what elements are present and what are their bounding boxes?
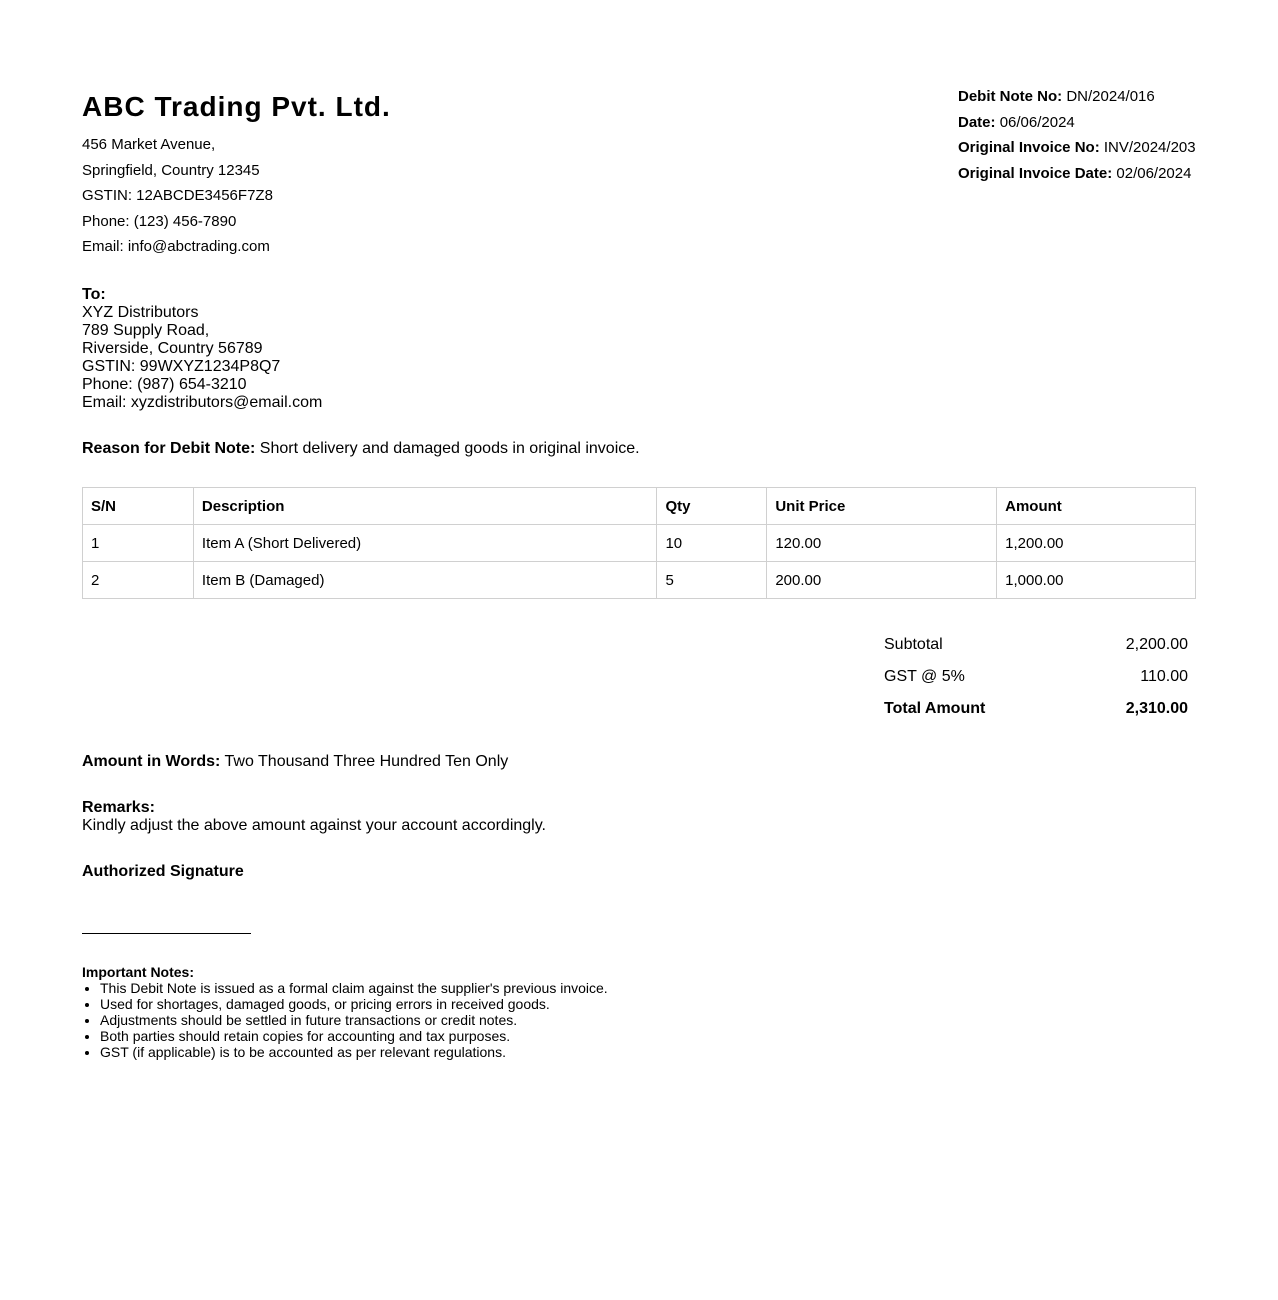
debit-note-page	[82, 0, 1196, 1300]
recipient-name: XYZ Distributors	[82, 304, 199, 321]
company-email: Email: info@abctrading.com	[82, 238, 270, 255]
table-row	[83, 525, 1196, 562]
column-header-amount: Amount	[997, 488, 1196, 525]
recipient-to-label: To:	[82, 286, 106, 303]
company-name: ABC Trading Pvt. Ltd.	[82, 91, 391, 122]
gst-value: 110.00	[1140, 668, 1188, 685]
company-address-line2: Springfield, Country 12345	[82, 161, 260, 179]
recipient-gstin: GSTIN: 99WXYZ1234P8Q7	[82, 358, 281, 375]
total-amount-row	[878, 693, 1196, 725]
gst-label: GST @ 5%	[884, 668, 965, 685]
debit-note-date-label: Date:	[958, 113, 996, 131]
cell-sn: 1	[83, 525, 194, 562]
amount-in-words	[82, 753, 508, 771]
cell-qty: 10	[657, 525, 767, 562]
original-invoice-date	[958, 163, 1196, 189]
original-invoice-date-value: 02/06/2024	[1116, 165, 1192, 183]
debit-reason-text: Short delivery and damaged goods in original invoice.	[259, 440, 640, 457]
recipient-phone: Phone: (987) 654-3210	[82, 376, 247, 393]
amount-in-words-text: Two Thousand Three Hundred Ten Only	[224, 753, 509, 770]
company-address-line1: 456 Market Avenue,	[82, 136, 216, 153]
table-row	[83, 562, 1196, 599]
gst-row	[878, 661, 1196, 693]
cell-amount: 1,200.00	[997, 525, 1196, 562]
recipient-email: Email: xyzdistributors@email.com	[82, 394, 323, 411]
recipient-address-line1: 789 Supply Road,	[82, 322, 210, 339]
total-amount-label: Total Amount	[884, 700, 986, 717]
cell-unit-price: 200.00	[767, 562, 997, 599]
list-item: • Used for shortages, damaged goods, or pricing errors in received goods.	[100, 996, 608, 1012]
column-header-sn: S/N	[83, 488, 194, 525]
list-item: • Adjustments should be settled in future transactions or credit notes.	[100, 1012, 608, 1028]
original-invoice-number-value: INV/2024/203	[1103, 139, 1196, 157]
important-notes-list	[82, 980, 608, 1060]
total-amount-value: 2,310.00	[1125, 700, 1188, 717]
company-details	[82, 134, 273, 262]
subtotal-row	[878, 629, 1196, 661]
list-item: • This Debit Note is issued as a formal claim against the supplier's previous invoice.	[100, 980, 608, 996]
cell-qty: 5	[657, 562, 767, 599]
debit-note-date	[958, 112, 1196, 138]
important-notes	[82, 964, 608, 1060]
items-table-header-row	[83, 488, 1196, 525]
authorized-signature-label: Authorized Signature	[82, 863, 244, 880]
cell-description: Item A (Short Delivered)	[193, 525, 657, 562]
debit-note-number	[958, 86, 1196, 112]
cell-description: Item B (Damaged)	[193, 562, 657, 599]
subtotal-label: Subtotal	[884, 636, 943, 653]
recipient-address-line2: Riverside, Country 56789	[82, 340, 263, 357]
column-header-description: Description	[193, 488, 657, 525]
totals-table	[878, 629, 1196, 725]
original-invoice-date-label: Original Invoice Date:	[958, 165, 1113, 183]
amount-in-words-label: Amount in Words:	[82, 753, 221, 770]
company-phone: Phone: (123) 456-7890	[82, 212, 237, 230]
remarks-label: Remarks:	[82, 799, 155, 816]
company-gstin: GSTIN: 12ABCDE3456F7Z8	[82, 187, 273, 204]
important-notes-heading: Important Notes:	[82, 964, 194, 980]
debit-note-number-value: DN/2024/016	[1066, 88, 1155, 105]
debit-reason-label: Reason for Debit Note:	[82, 440, 256, 457]
signature-line	[82, 933, 251, 934]
original-invoice-number-label: Original Invoice No:	[958, 139, 1100, 157]
list-item: • GST (if applicable) is to be accounted as per relevant regulations.	[100, 1044, 608, 1060]
remarks-block	[82, 799, 546, 835]
debit-note-meta	[958, 86, 1196, 189]
items-table	[82, 487, 1196, 599]
cell-unit-price: 120.00	[767, 525, 997, 562]
cell-amount: 1,000.00	[997, 562, 1196, 599]
debit-note-number-label: Debit Note No:	[958, 88, 1063, 105]
remarks-text: Kindly adjust the above amount against your account accordingly.	[82, 817, 546, 834]
cell-sn: 2	[83, 562, 194, 599]
debit-note-date-value: 06/06/2024	[999, 113, 1075, 131]
original-invoice-number	[958, 137, 1196, 163]
column-header-unit-price: Unit Price	[767, 488, 997, 525]
recipient-block	[82, 286, 322, 412]
debit-reason	[82, 440, 640, 458]
subtotal-value: 2,200.00	[1125, 636, 1188, 653]
list-item: • Both parties should retain copies for accounting and tax purposes.	[100, 1028, 608, 1044]
column-header-qty: Qty	[657, 488, 767, 525]
